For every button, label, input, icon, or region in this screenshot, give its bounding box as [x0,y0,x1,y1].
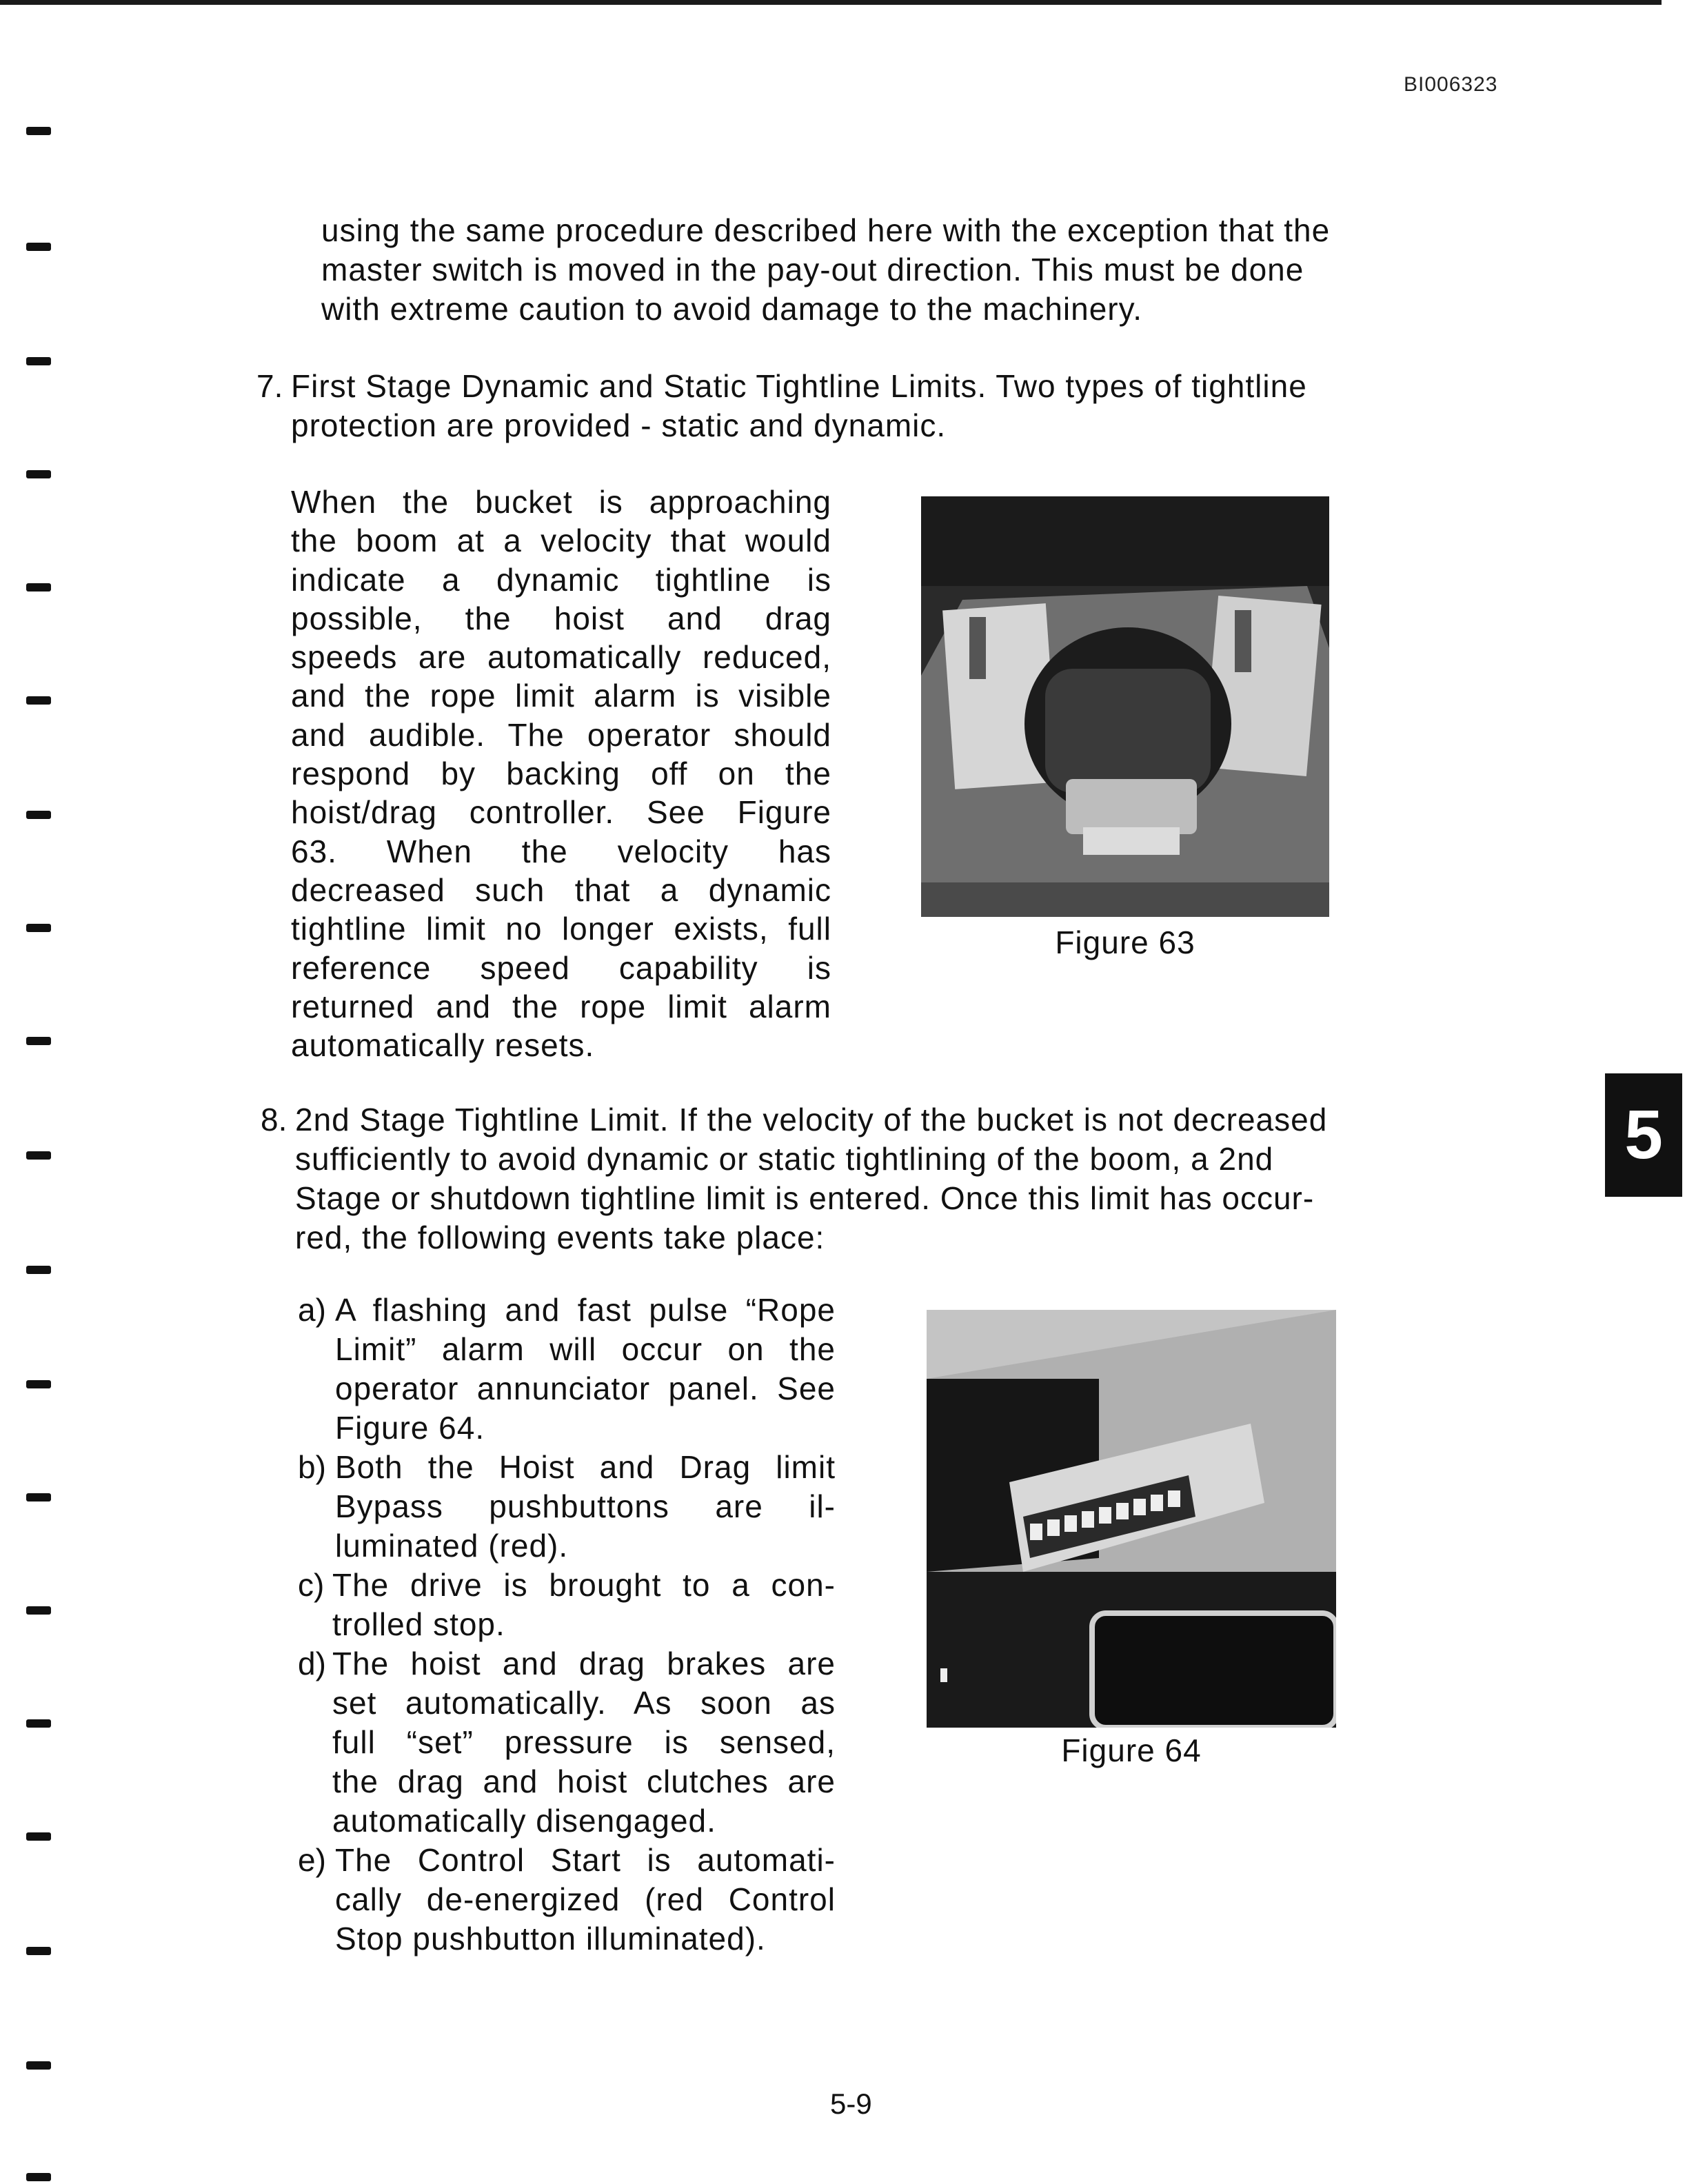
section-tab: 5 [1605,1073,1682,1197]
text-line: full “set” pressure is sensed, [332,1724,836,1760]
binder-mark [26,1719,51,1728]
binder-mark [26,1947,51,1955]
text-line: automatically resets. [291,1027,595,1064]
text-line: hoist/drag controller. See Figure [291,794,831,831]
list-item [298,1291,849,1448]
binder-mark [26,1151,51,1160]
event-label: b) [298,1449,326,1485]
text-line: When the bucket is approaching [291,484,831,520]
item-8-heading [295,1100,1327,1257]
text-line: respond by backing off on the [291,756,831,792]
binder-mark [26,583,51,592]
list-item [298,1566,849,1644]
binder-mark [26,470,51,478]
binder-mark [26,1832,51,1841]
text-line: indicate a dynamic tightline is [291,561,831,598]
figure-64-photo [927,1310,1336,1728]
text-line: First Stage Dynamic and Static Tightline Limits. Two types of tightline [291,368,1307,404]
binder-mark [26,1380,51,1388]
text-line: 2nd Stage Tightline Limit. If the velocity of the bucket is not decreased [295,1102,1328,1138]
text-line: possible, the hoist and drag [291,600,831,636]
binder-mark [26,924,51,932]
text-line: operator annunciator panel. See [335,1371,836,1406]
text-line: Figure 64. [335,1410,485,1446]
text-line: protection are provided - static and dynamic. [291,407,947,443]
text-line: The drive is brought to a con- [332,1567,836,1603]
text-line: and audible. The operator should [291,716,831,753]
text-line: A flashing and fast pulse “Rope [335,1292,836,1328]
item-7-number: 7. [256,368,283,404]
binder-mark [26,1266,51,1274]
text-line: tightline limit no longer exists, full [291,911,831,947]
annunciator-panel-image [927,1310,1336,1728]
text-line: Limit” alarm will occur on the [335,1331,836,1367]
text-line: set automatically. As soon as [332,1685,836,1721]
text-line: reference speed capability is [291,949,831,986]
event-label: c) [298,1567,325,1603]
text-line: the drag and hoist clutches are [332,1763,836,1799]
text-line: Bypass pushbuttons are il- [335,1488,836,1524]
item-8-number: 8. [261,1102,287,1138]
binder-mark [26,357,51,365]
intro-paragraph [321,211,1330,329]
text-line: automatically disengaged. [332,1803,716,1839]
item-7-body [291,483,831,1064]
text-line: with extreme caution to avoid damage to the machinery. [321,291,1142,327]
binder-mark [26,127,51,135]
event-text [335,1291,836,1448]
text-line: using the same procedure described here with the exception that the [321,212,1331,248]
document-id: BI006323 [1404,73,1498,96]
text-line: 63. When the velocity has [291,833,831,869]
text-line: red, the following events take place: [295,1220,825,1255]
binder-mark [26,243,51,251]
event-text [332,1644,836,1841]
text-line: speeds are automatically reduced, [291,639,831,676]
events-list [298,1291,849,1959]
text-line: Stage or shutdown tightline limit is entered. Once this limit has occur- [295,1180,1315,1216]
text-line: and the rope limit alarm is visible [291,678,831,714]
event-text [335,1841,836,1959]
figure-64-caption: Figure 64 [1061,1732,1202,1768]
text-line: Both the Hoist and Drag limit [335,1449,836,1485]
item-7-heading [291,367,1307,445]
text-line: Stop pushbutton illuminated). [335,1921,766,1957]
page-number: 5-9 [830,2087,872,2120]
text-line: trolled stop. [332,1606,505,1642]
list-item [298,1448,849,1566]
event-text [332,1566,836,1644]
text-line: The hoist and drag brakes are [332,1646,836,1681]
text-line: the boom at a velocity that would [291,523,831,559]
figure-63-photo [921,496,1329,917]
text-line: decreased such that a dynamic [291,871,831,908]
binder-mark [26,811,51,819]
figure-63-caption: Figure 63 [1055,924,1195,960]
text-line: returned and the rope limit alarm [291,988,831,1024]
list-item [298,1841,849,1959]
event-label: d) [298,1646,326,1681]
binder-mark [26,1606,51,1615]
text-line: sufficiently to avoid dynamic or static tightlining of the boom, a 2nd [295,1141,1274,1177]
top-border [0,0,1662,5]
event-label: e) [298,1842,326,1878]
list-item [298,1644,849,1841]
binder-mark [26,696,51,705]
text-line: cally de-energized (red Control [335,1881,836,1917]
text-line: luminated (red). [335,1528,569,1564]
binder-mark [26,1037,51,1045]
binder-mark [26,2173,51,2181]
binder-mark [26,1493,51,1502]
text-line: master switch is moved in the pay-out direction. This must be done [321,252,1304,287]
event-text [335,1448,836,1566]
text-line: The Control Start is automati- [335,1842,836,1878]
event-label: a) [298,1292,326,1328]
operator-console-image [921,496,1329,917]
binder-mark [26,2061,51,2070]
